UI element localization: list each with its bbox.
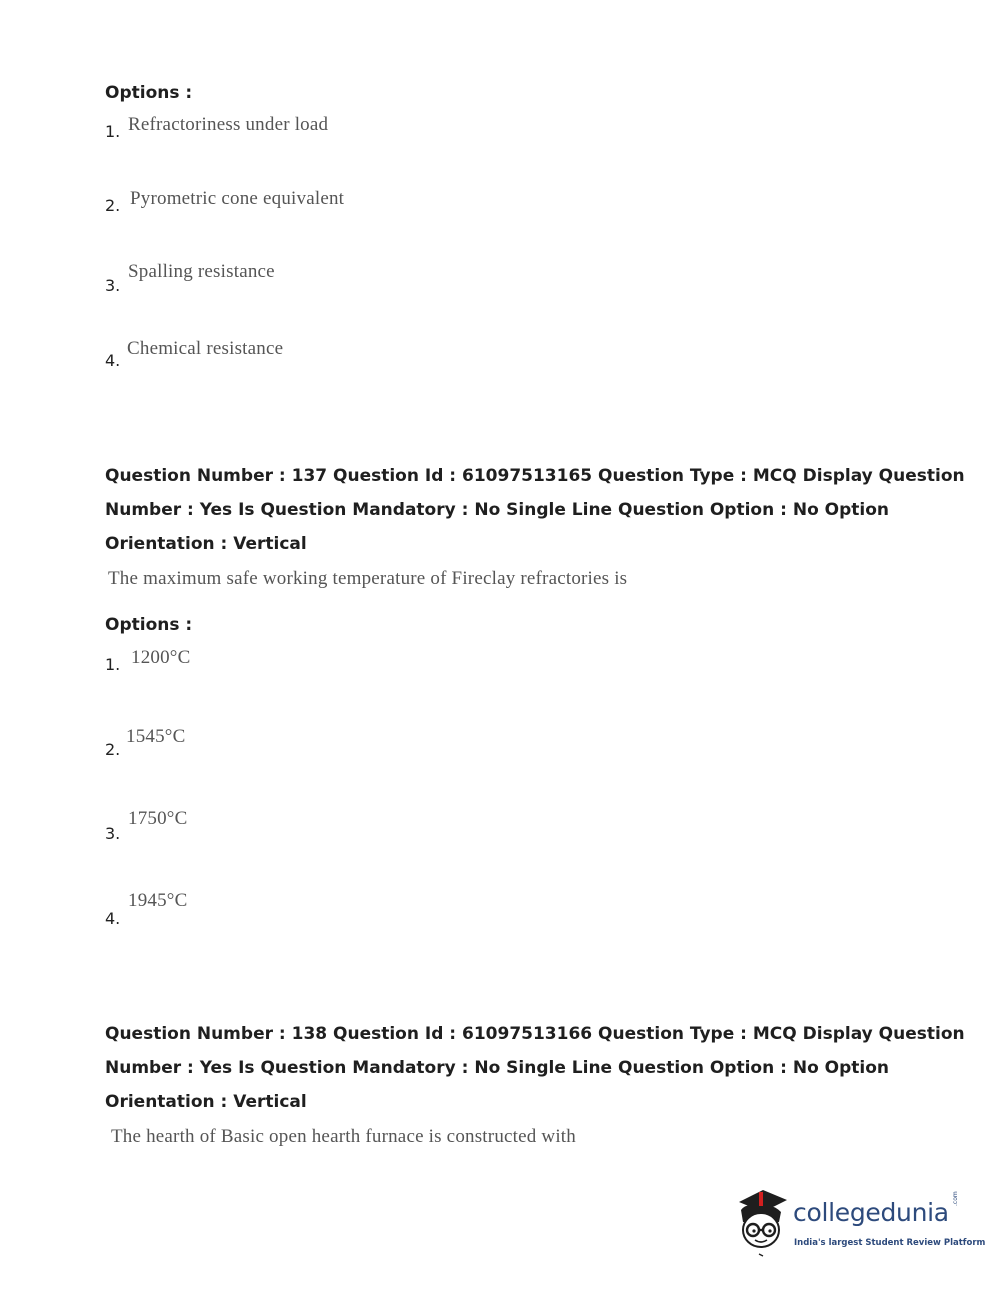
option-text: Refractoriness under load: [128, 114, 329, 135]
option-number: 1.: [105, 122, 121, 141]
question-header-line: Number : Yes Is Question Mandatory : No Single Line Question Option : No Option: [105, 500, 890, 520]
student-mascot-icon: [733, 1188, 793, 1260]
option-number: 2.: [105, 740, 121, 759]
option-number: 4.: [105, 909, 121, 928]
option-number: 1.: [105, 655, 121, 674]
question-header-line: Number : Yes Is Question Mandatory : No Single Line Question Option : No Option: [105, 1058, 890, 1078]
option-text: Spalling resistance: [128, 261, 275, 282]
option-number: 3.: [105, 824, 121, 843]
logo-domain-suffix: .com: [952, 1191, 959, 1206]
collegedunia-logo: [733, 1188, 986, 1260]
option-number: 3.: [105, 276, 121, 295]
option-text: 1945°C: [128, 890, 188, 911]
option-text: Chemical resistance: [127, 338, 284, 359]
question-stem: The maximum safe working temperature of Fireclay refractories is: [108, 568, 628, 589]
option-text: 1750°C: [128, 808, 188, 829]
option-number: 4.: [105, 351, 121, 370]
option-text: 1545°C: [126, 726, 186, 747]
logo-tagline: India's largest Student Review Platform: [794, 1238, 986, 1248]
option-text: Pyrometric cone equivalent: [130, 188, 345, 209]
question-header-line: Orientation : Vertical: [105, 1092, 307, 1112]
option-text: 1200°C: [131, 647, 191, 668]
options-label: Options :: [105, 615, 193, 635]
logo-wordmark: collegedunia: [793, 1198, 949, 1227]
options-label: Options :: [105, 83, 193, 103]
question-stem: The hearth of Basic open hearth furnace is constructed with: [111, 1126, 576, 1147]
option-number: 2.: [105, 196, 121, 215]
question-header-line: Question Number : 138 Question Id : 61097513166 Question Type : MCQ Display Question: [105, 1024, 965, 1044]
question-header-line: Orientation : Vertical: [105, 534, 307, 554]
question-header-line: Question Number : 137 Question Id : 61097513165 Question Type : MCQ Display Question: [105, 466, 965, 486]
